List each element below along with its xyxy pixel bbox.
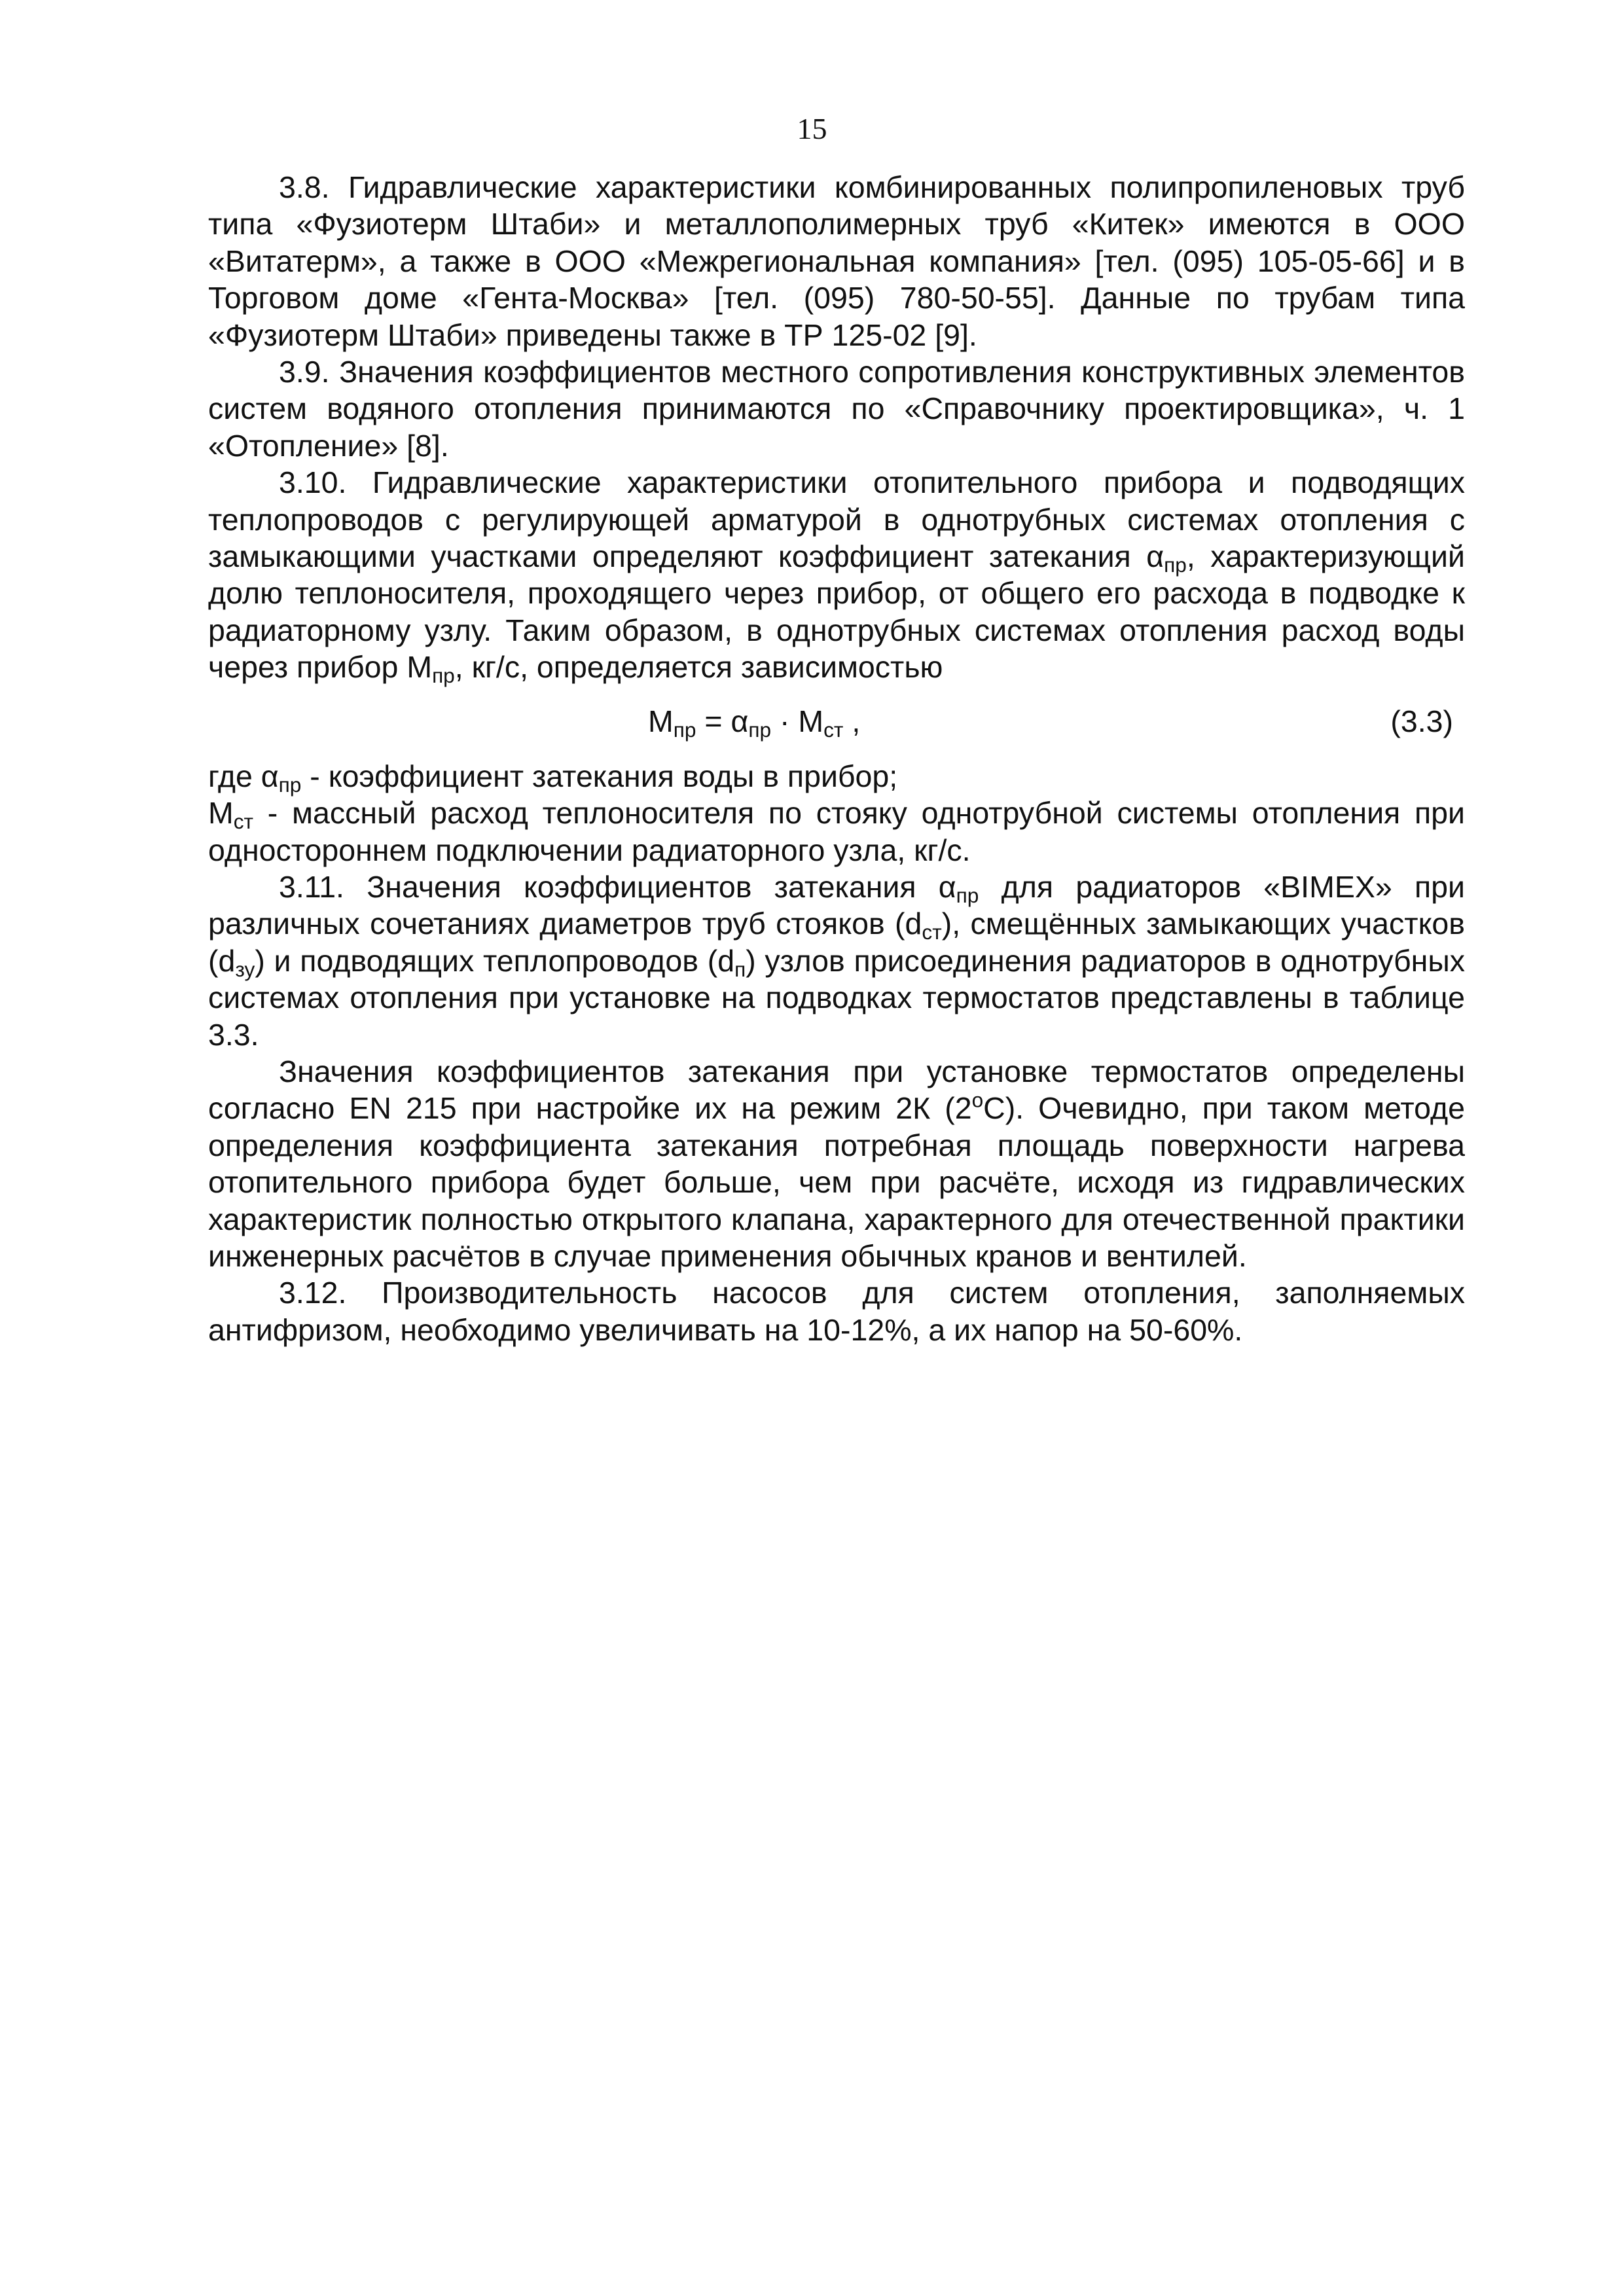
formula-3-3: [208, 686, 1465, 758]
paragraph-3-11: 3.11. Значения коэффициентов затекания $\alpha_{пр}$ для радиаторов «BIMEX» при различных сочетаниях диаметров труб стояков $(d_{ст})$, смещённых замыкающих участков $(d_{зу})$ и подводящих теплопроводов $(d_п)$ узлов присоединения радиаторов в однотрубных системах отопления при установке на подводках термостатов представлены в таблице 3.3.: [208, 869, 1465, 1052]
paragraph-3-11-continued: Значения коэффициентов затекания при установке термостатов определены согласно EN 215 при настройке их на режим 2К $(2^оС)$. Очевидно, при таком методе определения коэффициента затекания потребная площадь поверхности нагрева отопительного прибора будет больше, чем при расчёте, исходя из гидравлических характеристик полностью открытого клапана, характерного для отечественной практики инженерных расчётов в случае применения обычных кранов и вентилей.: [208, 1054, 1465, 1273]
paragraph-3-8: 3.8. Гидравлические характеристики комбинированных полипропиленовых труб типа «Фузиотерм Штаби» и металлополимерных труб «Китек» имеются в ООО «Витатерм», а также в ООО «Межрегиональная компания» [тел. (095) 105-05-66] и в Торговом доме «Гента-Москва» [тел. (095) 780-50-55]. Данные по трубам типа «Фузиотерм Штаби» приведены также в ТР 125-02 [9].: [208, 170, 1465, 352]
paragraph-3-9: 3.9. Значения коэффициентов местного сопротивления конструктивных элементов систем водяного отопления принимаются по «Справочнику проектировщика», ч. 1 «Отопление» [8].: [208, 355, 1465, 463]
where-mass-flow: $М_{ст}$ - массный расход теплоносителя по стояку однотрубной системы отопления при одностороннем подключении радиаторного узла, кг/с.: [208, 796, 1465, 867]
body-text: [208, 169, 1465, 1348]
paragraph-3-12: 3.12. Производительность насосов для систем отопления, заполняемых антифризом, необходимо увеличивать на 10-12%, а их напор на 50-60%.: [208, 1276, 1465, 1347]
formula-expression: $М_{пр} = \alpha_{пр} \cdot М_{ст}$ ,: [648, 704, 861, 742]
where-alpha: где $\alpha_{пр}$ - коэффициент затекания воды в прибор;: [208, 759, 898, 797]
paragraph-3-10: 3.10. Гидравлические характеристики отопительного прибора и подводящих теплопроводов с регулирующей арматурой в однотрубных системах отопления с замыкающими участками определяют коэффициент затекания $\alpha_{пр}$, характеризующий долю теплоносителя, проходящего через прибор, от общего его расхода в подводке к радиаторному узлу. Таким образом, в однотрубных системах отопления расход воды через прибор $М_{пр}$, кг/с, определяется зависимостью: [208, 465, 1465, 688]
page-number: 15: [797, 112, 827, 145]
formula-number: (3.3): [1390, 704, 1453, 738]
